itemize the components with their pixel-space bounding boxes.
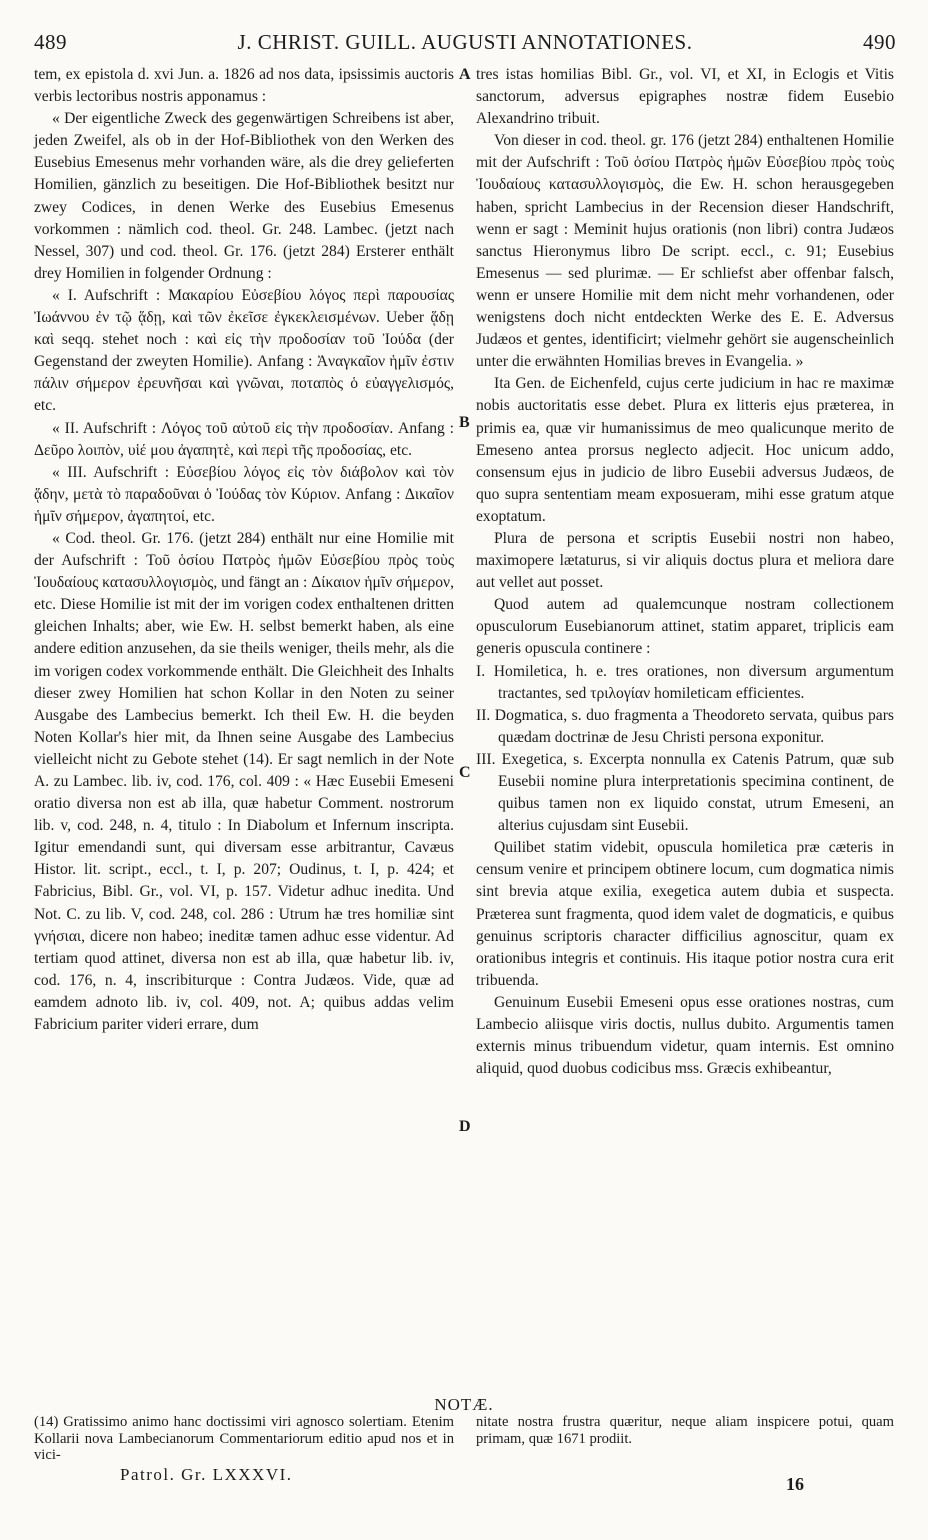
notes-heading: NOTÆ. bbox=[434, 1395, 494, 1414]
page-number-left: 489 bbox=[34, 30, 67, 54]
paragraph: « III. Aufschrift : Εὐσεβίου λόγος εἰς τὸν διάβολον καὶ τὸν ᾅδην, μετὰ τὸ παραδοῦναι ὁ Ἰούδας τὸν Κύριον. Anfang : Δικαῖον ἡμῖν σήμερον, ἀγαπητοί, etc. bbox=[34, 463, 454, 525]
list-item: III. Exegetica, s. Excerpta nonnulla ex Catenis Patrum, quæ sub Eusebii nomine plura interpretationis specimina continent, de quibus tamen non ex liquido constat, utrum Emeseni, an alterius cujusdam sint Eusebii. bbox=[476, 750, 894, 835]
paragraph: Von dieser in cod. theol. gr. 176 (jetzt 284) enthaltenen Homilie mit der Aufschrift : Τοῦ ὁσίου Πατρὸς ἡμῶν Εὐσεβίου πρὸς τοὺς Ἰουδαίους κατασυλλογισμὸς, die Ew. H. schon herausgegeben haben, spricht Lambecius in der Recension dieser Handschrift, wenn er sagt : Meminit hujus orationis (non libri) contra Judæos sanctus Hieronymus libro De script. eccl., c. 91; Eusebius Emesenus — sed plurimæ. — Er schliefst aber offenbar falsch, wenn er unsere Homilie mit dem nicht mehr vorhandenen, oder wenigstens doch nicht entdeckten Werke des E. E. Adversus Judæos et gentes, identificirt; vielmehr gehört sie augenscheinlich unter die erwähnten Homilias breves in Evangelia. » bbox=[476, 132, 894, 371]
footnote-right bbox=[476, 1414, 894, 1447]
margin-marker-d: D bbox=[459, 1118, 471, 1135]
paragraph: Quod autem ad qualemcunque nostram collectionem opusculorum Eusebianorum attinet, statim apparet, triplicis eam generis opuscula continere : bbox=[476, 596, 894, 658]
paragraph: tres istas homilias Bibl. Gr., vol. VI, et XI, in Eclogis et Vitis sanctorum, adversus epigraphes nostræ fidem Eusebio Alexandrino tribuit. bbox=[476, 66, 894, 128]
paragraph: Quilibet statim videbit, opuscula homiletica præ cæteris in censum venire et principem obtinere locum, cum dogmatica nimis sint brevia atque exilia, exegetica autem dubia et suspecta. Præterea sunt fragmenta, quod idem valet de dogmaticis, e quibus genuinus scriptoris character difficilius agnoscitur, quam ex orationibus integris et continuis. His itaque potior nostra cura erit tribuenda. bbox=[476, 839, 894, 989]
running-header bbox=[34, 30, 896, 60]
right-column bbox=[476, 64, 894, 1080]
signature-mark: 16 bbox=[786, 1474, 804, 1494]
running-title: J. CHRIST. GUILL. AUGUSTI ANNOTATIONES. bbox=[237, 30, 693, 54]
margin-marker-c: C bbox=[459, 764, 471, 781]
margin-marker-a: A bbox=[459, 66, 471, 83]
paragraph: Ita Gen. de Eichenfeld, cujus certe judicium in hac re maximæ nobis auctoritatis esse debet. Plura ex litteris ejus præterea, in primis ea, quæ vir humanissimus de meo qualicunque merito de Emeseno antea prorsus neglecto adjecit. Hoc unicum addo, consensum ejus in judicio de libro Eusebii adversus Judæos, de quo supra sententiam meam exposueram, mihi esse gratum atque exoptatum. bbox=[476, 375, 894, 525]
margin-marker-b: B bbox=[459, 414, 470, 431]
paragraph: tem, ex epistola d. xvi Jun. a. 1826 ad nos data, ipsissimis auctoris verbis lectoribus nostris apponamus : bbox=[34, 66, 454, 106]
page-number-right: 490 bbox=[863, 30, 896, 54]
footnote-text: (14) Gratissimo animo hanc doctissimi viri agnosco solertiam. Etenim Kollarii nova Lambecianorum Commentariorum editio apud nos et in vici- bbox=[34, 1414, 454, 1463]
paragraph: Plura de persona et scriptis Eusebii nostri non habeo, maximopere lætaturus, si vir aliquis doctus plura et meliora dare aut vellet aut posset. bbox=[476, 529, 894, 592]
series-label: Patrol. Gr. LXXXVI. bbox=[120, 1465, 293, 1484]
paragraph: « Der eigentliche Zweck des gegenwärtigen Schreibens ist aber, jeden Zweifel, als ob in der Hof-Bibliothek von den Werken des Eusebius Emesenus mehr vorhanden wäre, als die drey gelieferten Homilien, gänzlich zu beseitigen. Die Hof-Bibliothek besitzt nur zwey Codices, in denen Werke des Eusebius Emesenus vorkommen : nämlich cod. theol. Gr. 248. Lambec. (jetzt nach Nessel, 307) und cod. theol. Gr. 176. (jetzt 284) Ersterer enthält drey Homilien in folgender Ordnung : bbox=[34, 110, 454, 282]
paragraph: Genuinum Eusebii Emeseni opus esse orationes nostras, cum Lambecio aliisque viris doctis, nullus dubito. Argumentis tamen externis minus tribuendum videtur, quam internis. Est omnino aliquid, quod duobus codicibus mss. Græcis exhibeantur, bbox=[476, 993, 894, 1078]
paragraph: « Cod. theol. Gr. 176. (jetzt 284) enthält nur eine Homilie mit der Aufschrift : Τοῦ ὁσίου Πατρὸς ἡμῶν Εὐσεβίου πρὸς τοὺς Ἰουδαίους κατασυλλογισμὸς, und fängt an : Δίκαιον ἡμῖν σήμερον, etc. Diese Homilie ist mit der im vorigen codex enthaltenen dritten gleichen Inhalts; aber, wie Ew. H. selbst bemerkt haben, als eine andere edition anzusehen, da sie theils weniger, theils mehr, als die im vorigen codex vorkommende enthält. Die Gleichheit des Inhalts dieser zwey Homilien hat schon Kollar in den Noten zu seiner Ausgabe des Lambecius bemerkt. Ich theil Ew. H. die beyden Noten Kollar's hier mit, da Ihnen seine Ausgabe des Lambecius vielleicht nicht zu Gebote stehet (14). Er sagt nemlich in der Note A. zu Lambec. lib. iv, cod. 176, col. 409 : « Hæc Eusebii Emeseni oratio diversa non est ab illa, quæ habetur Comment. nostrorum lib. v, cod. 248, n. 4, titulo : In Diabolum et Infernum inscripta. Igitur emendandi sunt, qui diversam esse arbitrantur, Cavæus Histor. lit. script., eccl., t. I, p. 207; Oudinus, t. I, p. 424; et Fabricius, Bibl. Gr., vol. VI, p. 157. Videtur adhuc inedita. Und Not. C. zu lib. V, cod. 248, col. 286 : Utrum hæ tres homiliæ sint γνήσιαι, dicere non habeo; ineditæ tamen adhuc esse videntur. Ad tertiam quod attinet, diversa non est ab illa, quæ habetur lib. iv, cod. 176, n. 4, inscribiturque : Contra Judæos. Vide, quæ ad eamdem adnoto lib. iv, col. 409, not. A; quibus addas velim Fabricium pariter videri errare, dum bbox=[34, 529, 454, 1034]
list-item: II. Dogmatica, s. duo fragmenta a Theodoreto servata, quibus pars quædam doctrinæ de Jesu Christi persona exponitur. bbox=[476, 706, 894, 746]
footnote-text: nitate nostra frustra quæritur, neque aliam inspicere potui, quam primam, quæ 1671 prodiit. bbox=[476, 1414, 894, 1447]
footnote-left bbox=[34, 1414, 454, 1464]
paragraph: « II. Aufschrift : Λόγος τοῦ αὐτοῦ εἰς τὴν προδοσίαν. Anfang : Δεῦρο λοιπὸν, υἱέ μου ἀγαπητὲ, καὶ περὶ τῆς προδοσίας, etc. bbox=[34, 419, 454, 459]
list-item: I. Homiletica, h. e. tres orationes, non diversum argumentum tractantes, sed τριλογίαν homileticam efficientes. bbox=[476, 662, 894, 702]
left-column bbox=[34, 64, 454, 1036]
paragraph: « I. Aufschrift : Μακαρίου Εὐσεβίου λόγος περὶ παρουσίας Ἰωάννου ἐν τῷ ᾅδῃ, καὶ τῶν ἐκεῖσε ἐγκεκλεισμένων. Ueber ᾅδῃ καὶ seqq. stehet noch : καὶ εἰς τὴν προδοσίαν τοῦ Ἰούδα (der Gegenstand der zweyten Homilie). Anfang : Ἀναγκαῖον ἡμῖν ἐστιν πάλιν σήμερον ἐρευνῆσαι καὶ γνῶναι, ποταπὸς ὁ εὐαγγελισμός, etc. bbox=[34, 286, 454, 415]
